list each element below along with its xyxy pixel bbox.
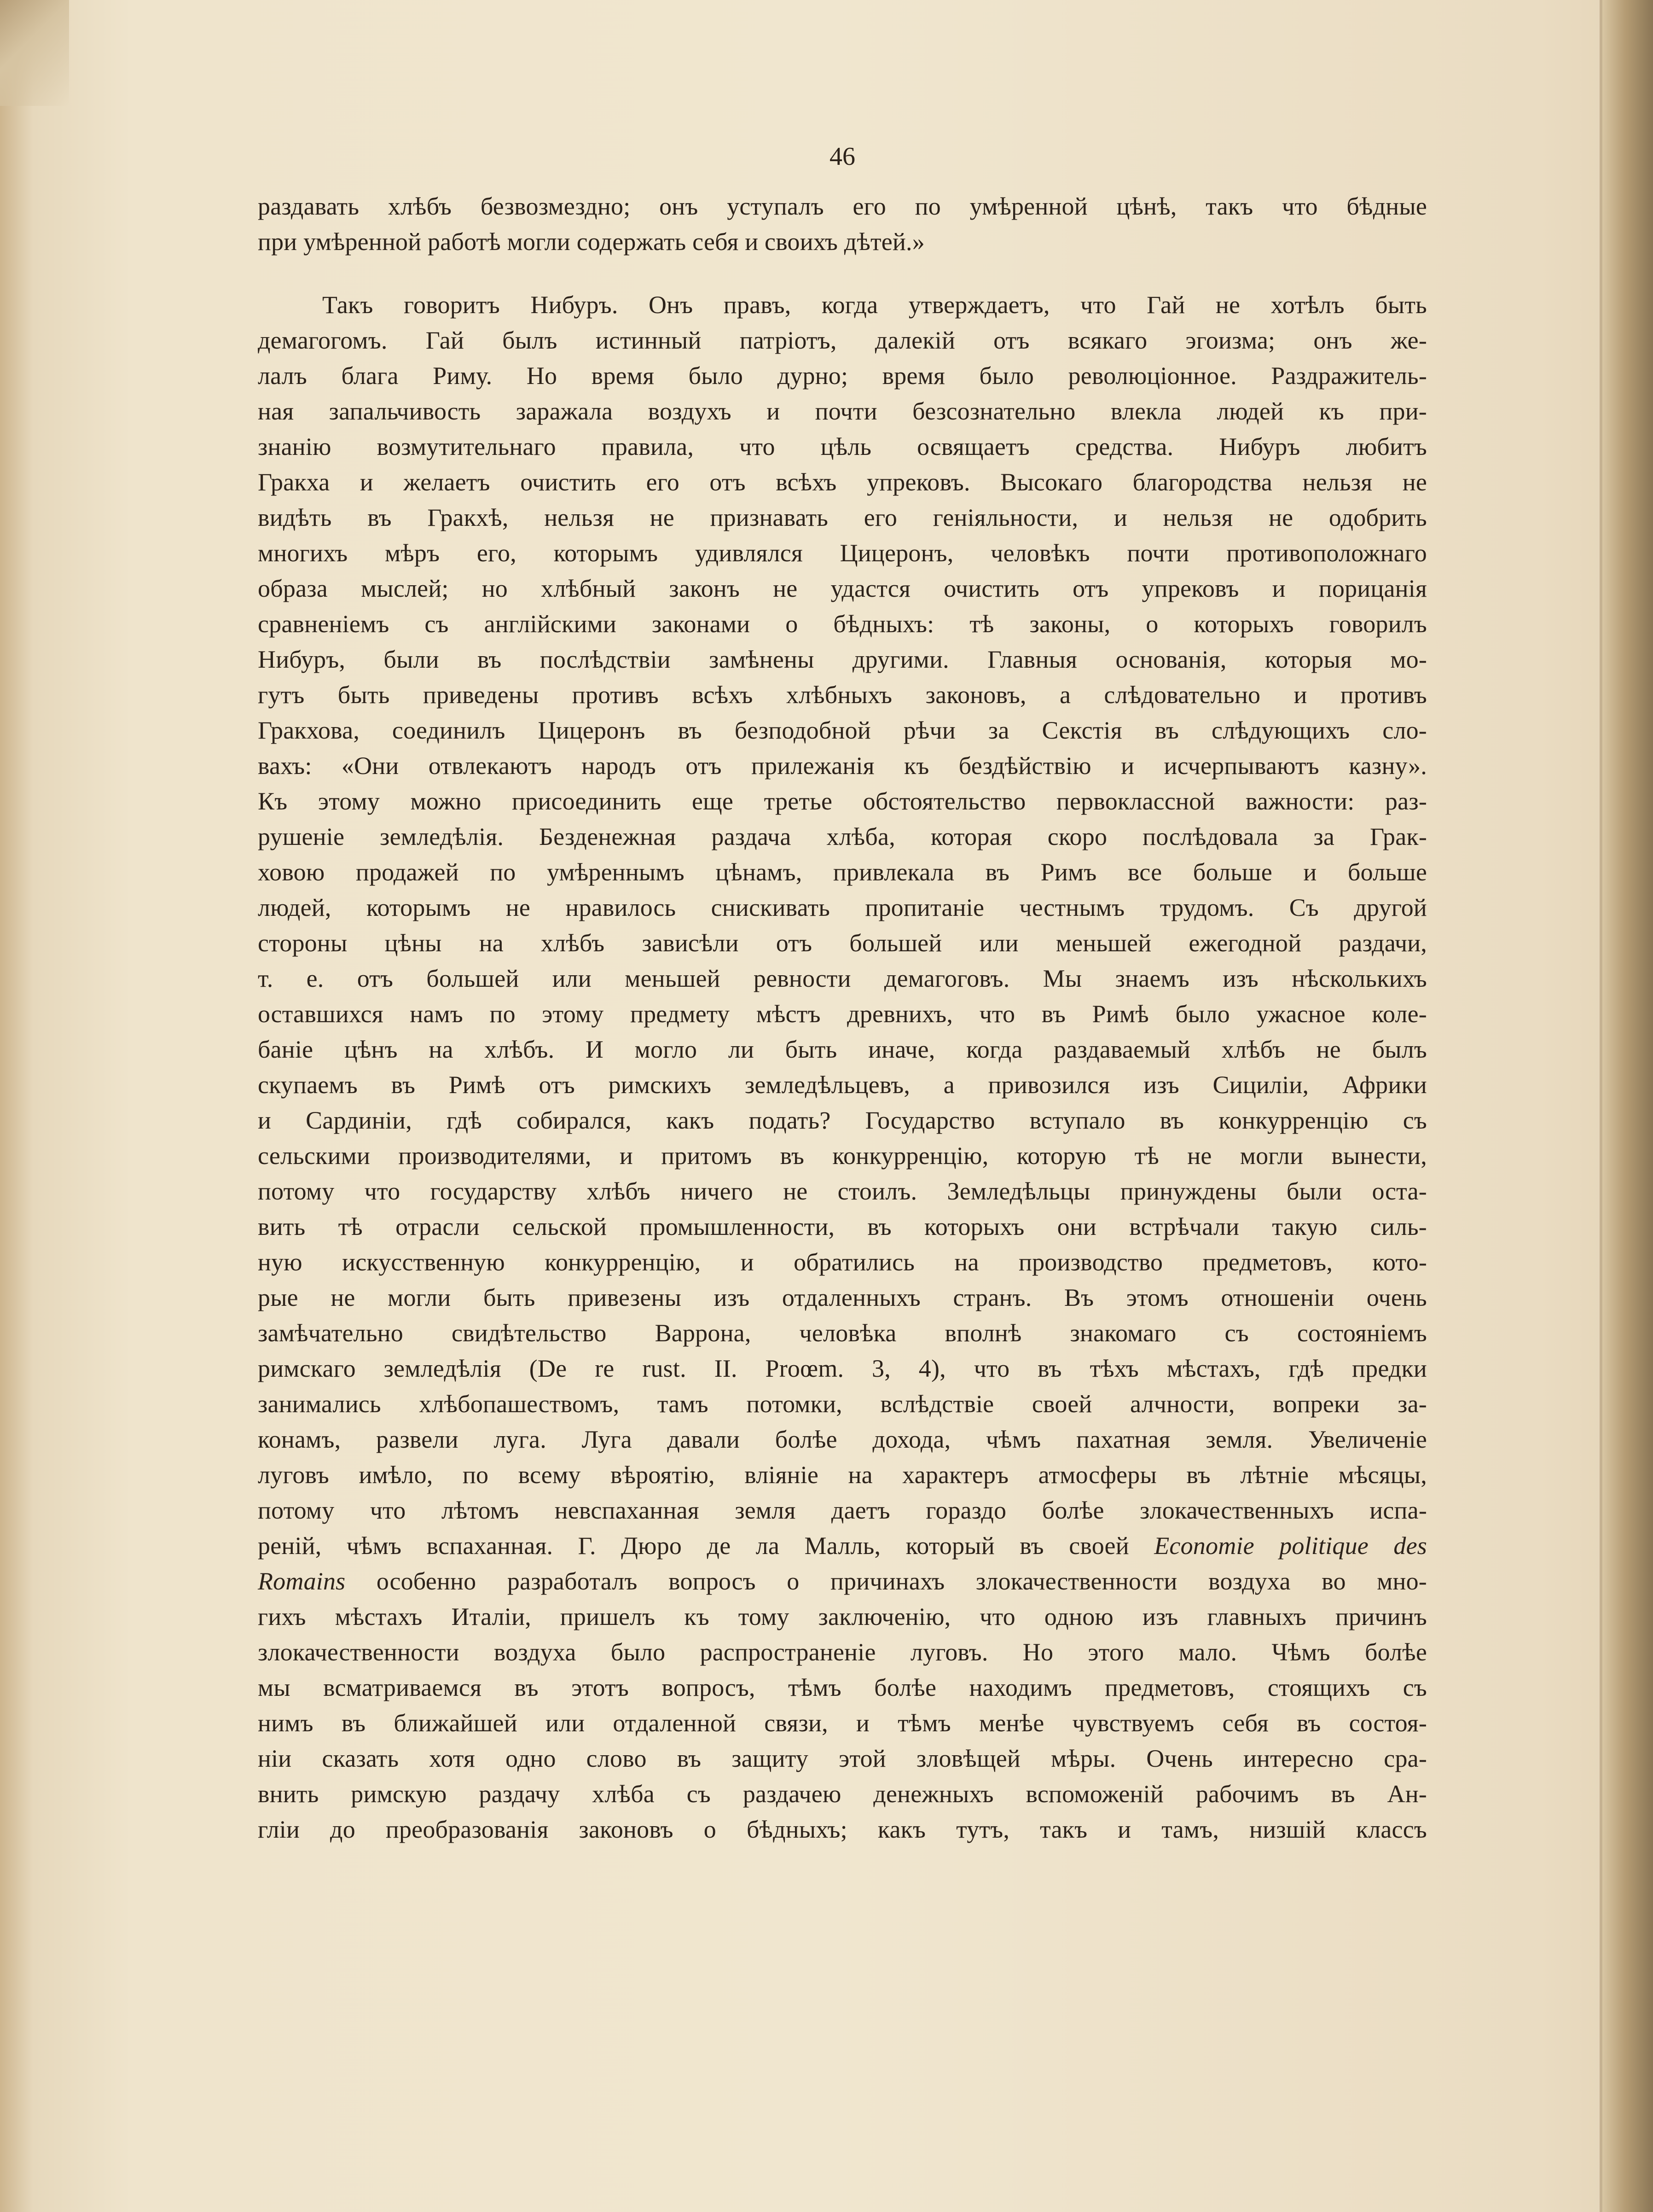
text-line: знанію возмутительнаго правила, что цѣль освящаетъ средства. Нибуръ любитъ: [258, 433, 1427, 460]
text-line: вахъ: «Они отвлекаютъ народъ отъ прилежанія къ бездѣйствію и исчерпываютъ казну».: [258, 752, 1427, 780]
text-line: занимались хлѣбопашествомъ, тамъ потомки, вслѣдствіе своей алчности, вопреки за-: [258, 1390, 1427, 1418]
page-number: 46: [829, 142, 855, 171]
text-line: Такъ говоритъ Нибуръ. Онъ правъ, когда утверждаетъ, что Гай не хотѣлъ быть: [322, 291, 1427, 319]
text-line: скупаемъ въ Римѣ отъ римскихъ земледѣльцевъ, а привозился изъ Сициліи, Африки: [258, 1071, 1427, 1099]
text-line: многихъ мѣръ его, которымъ удивлялся Цицеронъ, человѣкъ почти противоположнаго: [258, 539, 1427, 567]
paragraph-2: [258, 287, 1427, 1847]
text-line: людей, которымъ не нравилось снискивать пропитаніе честнымъ трудомъ. Съ другой: [258, 894, 1427, 921]
text-line-economie: [258, 1528, 1427, 1564]
text-line: ніи сказать хотя одно слово въ защиту этой зловѣщей мѣры. Очень интересно сра-: [258, 1745, 1427, 1772]
text-line: т. е. отъ большей или меньшей ревности демагоговъ. Мы знаемъ изъ нѣсколькихъ: [258, 965, 1427, 992]
folded-corner: [0, 0, 69, 106]
text-line-romains: [258, 1564, 1427, 1599]
text-line: сельскими производителями, и притомъ въ конкурренцію, которую тѣ не могли вынести,: [258, 1142, 1427, 1170]
text-line: сравненіемъ съ англійскими законами о бѣдныхъ: тѣ законы, о которыхъ говорилъ: [258, 610, 1427, 638]
text-line: Гракха и желаетъ очистить его отъ всѣхъ упрековъ. Высокаго благородства нельзя не: [258, 468, 1427, 496]
text-line: при умѣренной работѣ могли содержать себя и своихъ дѣтей.»: [258, 228, 925, 256]
text-segment: особенно разработалъ вопросъ о причинахъ злокачественности воздуха во мно-: [345, 1567, 1427, 1595]
text-line: раздавать хлѣбъ безвозмездно; онъ уступалъ его по умѣренной цѣнѣ, такъ что бѣдные: [258, 192, 1427, 220]
text-line: ную искусственную конкурренцію, и обратились на производство предметовъ, кото-: [258, 1248, 1427, 1276]
text-line: демагогомъ. Гай былъ истинный патріотъ, далекій отъ всякаго эгоизма; онъ же-: [258, 326, 1427, 354]
text-line: гихъ мѣстахъ Италіи, пришелъ къ тому заключенію, что одною изъ главныхъ причинъ: [258, 1603, 1427, 1630]
text-line: образа мыслей; но хлѣбный законъ не удастся очистить отъ упрековъ и порицанія: [258, 575, 1427, 602]
text-line: замѣчательно свидѣтельство Варрона, человѣка вполнѣ знакомаго съ состояніемъ: [258, 1319, 1427, 1347]
book-spine-shadow: [1602, 0, 1653, 2212]
text-line: гутъ быть приведены противъ всѣхъ хлѣбныхъ законовъ, а слѣдовательно и противъ: [258, 681, 1427, 709]
italic-book-title: Romains: [258, 1567, 346, 1595]
text-line: баніе цѣнъ на хлѣбъ. И могло ли быть иначе, когда раздаваемый хлѣбъ не былъ: [258, 1036, 1427, 1063]
text-line: злокачественности воздуха было распространеніе луговъ. Но этого мало. Чѣмъ болѣе: [258, 1638, 1427, 1666]
text-line: и Сардиніи, гдѣ собирался, какъ подать? Государство вступало въ конкурренцію съ: [258, 1106, 1427, 1134]
text-line: гліи до преобразованія законовъ о бѣдныхъ; какъ тутъ, такъ и тамъ, низшій классъ: [258, 1816, 1427, 1843]
text-line: Нибуръ, были въ послѣдствіи замѣнены другими. Главныя основанія, которыя мо-: [258, 646, 1427, 673]
text-line: луговъ имѣло, по всему вѣроятію, вліяніе на характеръ атмосферы въ лѣтніе мѣсяцы,: [258, 1461, 1427, 1489]
text-line: внить римскую раздачу хлѣба съ раздачею денежныхъ вспоможеній рабочимъ въ Ан-: [258, 1780, 1427, 1808]
text-line: рушеніе земледѣлія. Безденежная раздача хлѣба, которая скоро послѣдовала за Грак-: [258, 823, 1427, 850]
text-segment: реній, чѣмъ вспаханная. Г. Дюро де ла Малль, который въ своей: [258, 1532, 1154, 1560]
text-line: ная запальчивость заражала воздухъ и почти безсознательно влекла людей къ при-: [258, 397, 1427, 425]
paragraph-gap: [258, 260, 1427, 287]
text-line: Къ этому можно присоединить еще третье обстоятельство первоклассной важности: раз-: [258, 787, 1427, 815]
text-line: Гракхова, соединилъ Цицеронъ въ безподобной рѣчи за Секстія въ слѣдующихъ сло-: [258, 716, 1427, 744]
text-line: ховою продажей по умѣреннымъ цѣнамъ, привлекала въ Римъ все больше и больше: [258, 858, 1427, 886]
text-line: римскаго земледѣлія (De re rust. II. Proœm. 3, 4), что въ тѣхъ мѣстахъ, гдѣ предки: [258, 1355, 1427, 1382]
text-line: оставшихся намъ по этому предмету мѣстъ древнихъ, что въ Римѣ было ужасное коле-: [258, 1000, 1427, 1028]
italic-book-title: Economie politique des: [1154, 1532, 1427, 1560]
text-line: лалъ блага Риму. Но время было дурно; время было революціонное. Раздражитель-: [258, 362, 1427, 390]
paragraph-1: [258, 189, 1427, 260]
text-line: рые не могли быть привезены изъ отдаленныхъ странъ. Въ этомъ отношеніи очень: [258, 1284, 1427, 1311]
text-line: мы всматриваемся въ этотъ вопросъ, тѣмъ болѣе находимъ предметовъ, стоящихъ съ: [258, 1674, 1427, 1701]
text-line: стороны цѣны на хлѣбъ зависѣли отъ большей или меньшей ежегодной раздачи,: [258, 929, 1427, 957]
text-line: нимъ въ ближайшей или отдаленной связи, и тѣмъ менѣе чувствуемъ себя въ состоя-: [258, 1709, 1427, 1737]
document-page: [258, 138, 1427, 1847]
text-line: конамъ, развели луга. Луга давали болѣе дохода, чѣмъ пахатная земля. Увеличеніе: [258, 1426, 1427, 1453]
text-line: вить тѣ отрасли сельской промышленности, въ которыхъ они встрѣчали такую силь-: [258, 1213, 1427, 1240]
text-line: потому что лѣтомъ невспаханная земля даетъ гораздо болѣе злокачественныхъ испа-: [258, 1496, 1427, 1524]
text-line: потому что государству хлѣбъ ничего не стоилъ. Земледѣльцы принуждены были оста-: [258, 1177, 1427, 1205]
text-line: видѣть въ Гракхѣ, нельзя не признавать его геніяльности, и нельзя не одобрить: [258, 504, 1427, 531]
